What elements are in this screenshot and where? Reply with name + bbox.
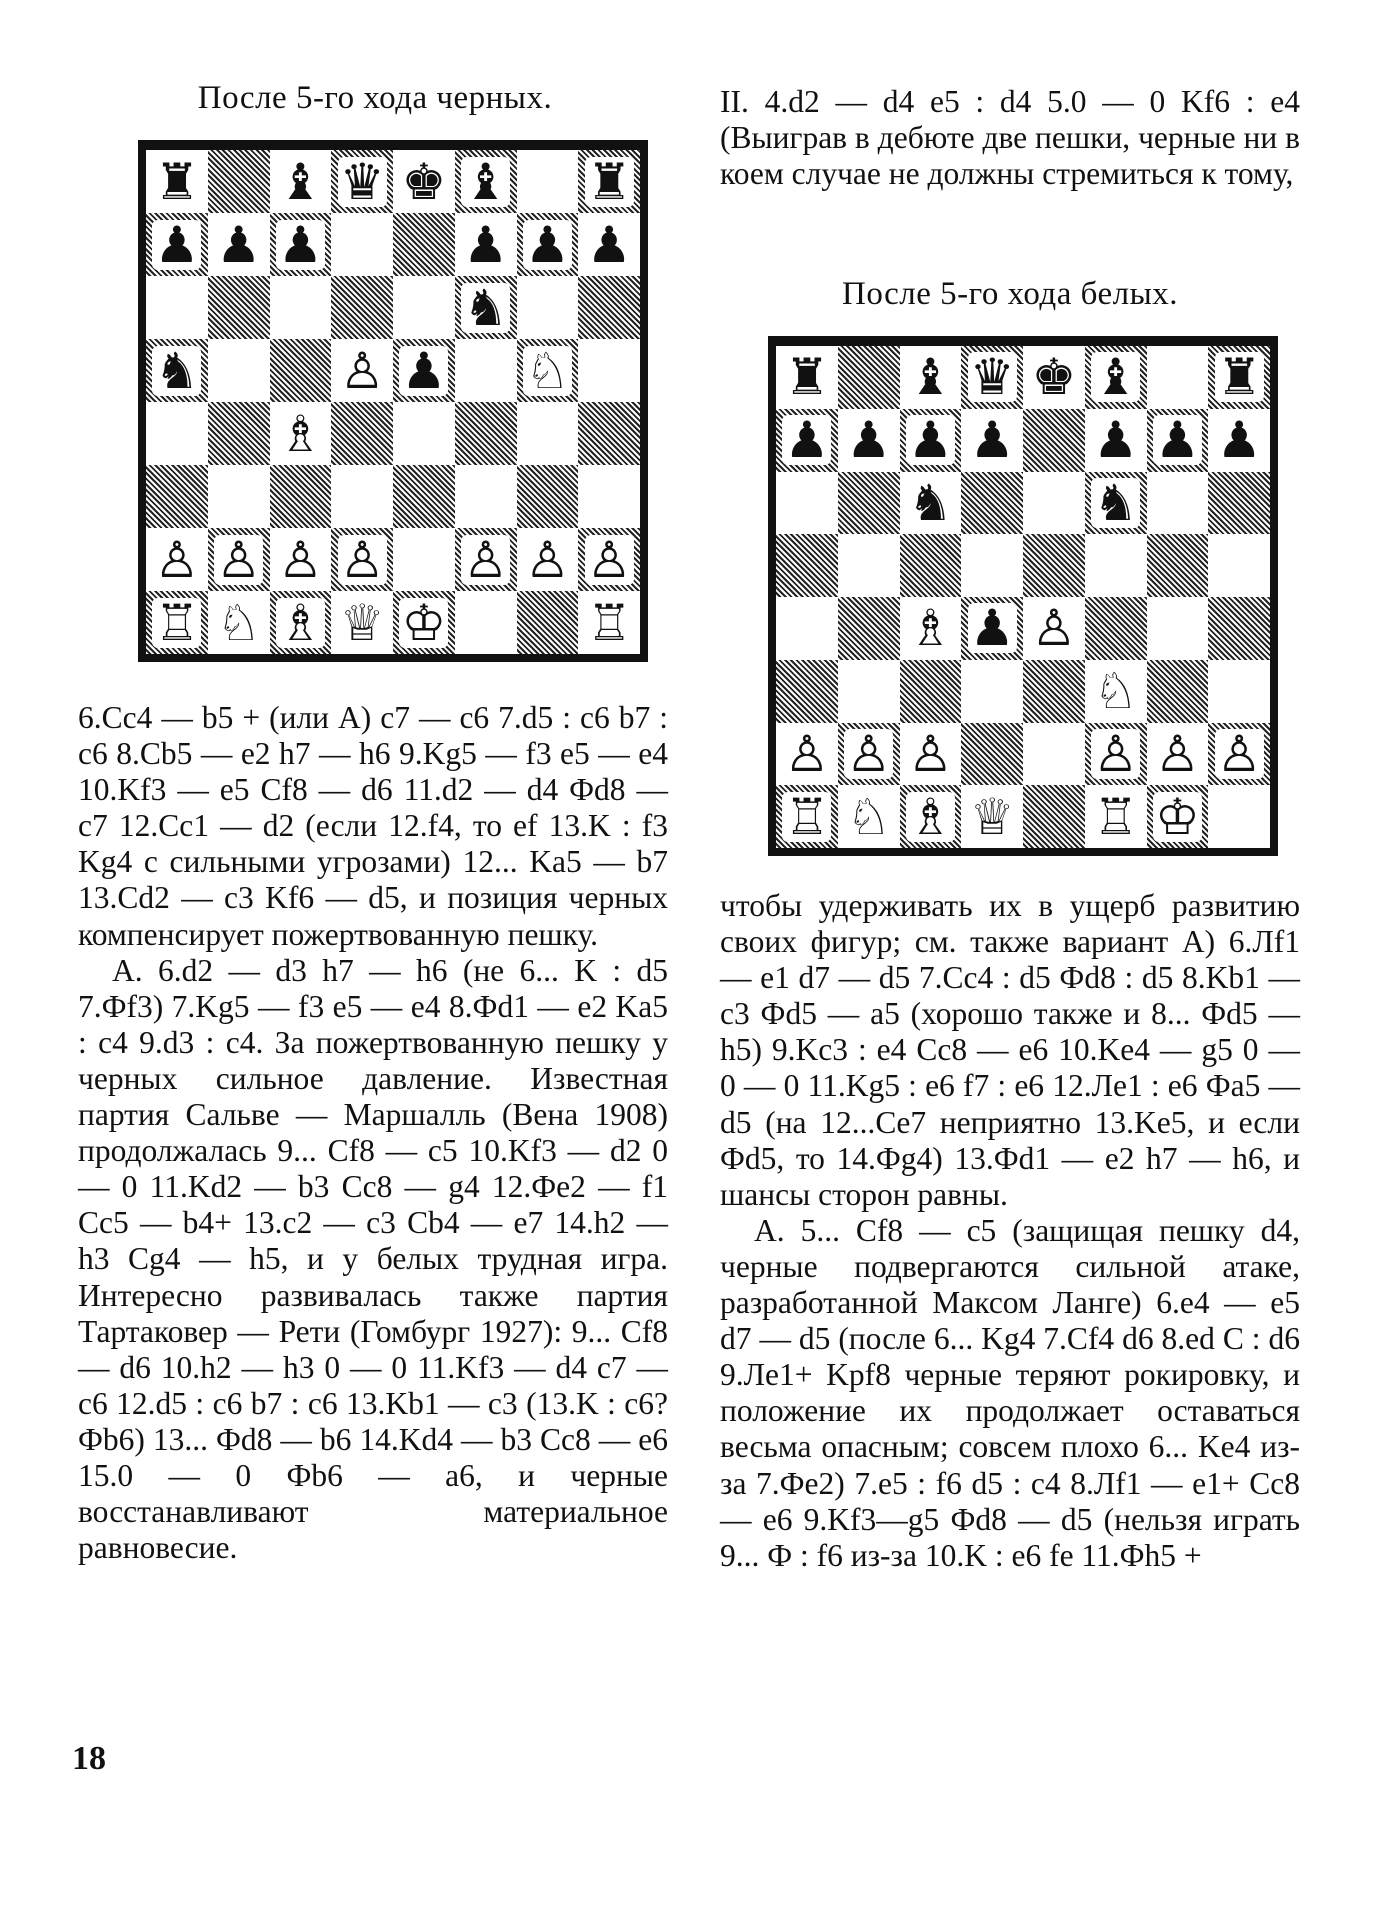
left-board-square-a7 <box>146 213 208 276</box>
right-board-square-a4 <box>776 597 838 660</box>
black-knight-icon: ♞ <box>463 278 509 337</box>
right-board-square-f4 <box>1085 597 1147 660</box>
black-pawn-icon: ♟ <box>463 215 509 274</box>
white-pawn-icon: ♙ <box>1216 724 1262 783</box>
black-bishop-icon: ♝ <box>277 152 323 211</box>
white-pawn-icon: ♙ <box>586 530 632 589</box>
right-board-square-c2 <box>900 723 962 786</box>
right-board-square-h4 <box>1208 597 1270 660</box>
right-board-square-g1 <box>1147 785 1209 848</box>
white-rook-icon: ♖ <box>154 593 200 652</box>
left-board-square-h3 <box>578 465 640 528</box>
left-board-square-g1 <box>517 591 579 654</box>
left-board-square-g2 <box>517 528 579 591</box>
left-board-square-d8 <box>331 150 393 213</box>
black-pawn-icon: ♟ <box>401 341 447 400</box>
black-bishop-icon: ♝ <box>907 348 953 407</box>
right-board-square-f8 <box>1085 346 1147 409</box>
right-board-square-c7 <box>900 409 962 472</box>
right-text-column <box>720 888 1300 1574</box>
left-board-square-h8 <box>578 150 640 213</box>
right-board-square-f6 <box>1085 472 1147 535</box>
right-board-square-e6 <box>1023 472 1085 535</box>
right-board-square-h6 <box>1208 472 1270 535</box>
right-board-square-a1 <box>776 785 838 848</box>
right-board-square-c8 <box>900 346 962 409</box>
left-board-square-e3 <box>393 465 455 528</box>
right-board-square-g3 <box>1147 660 1209 723</box>
left-board-square-f4 <box>455 402 517 465</box>
right-board-square-b4 <box>838 597 900 660</box>
white-bishop-icon: ♗ <box>277 404 323 463</box>
right-board-square-a7 <box>776 409 838 472</box>
left-board-square-d2 <box>331 528 393 591</box>
black-rook-icon: ♜ <box>154 152 200 211</box>
right-chess-board <box>768 336 1278 856</box>
right-board-square-e5 <box>1023 534 1085 597</box>
right-board-square-a8 <box>776 346 838 409</box>
right-board-square-d5 <box>961 534 1023 597</box>
left-board-square-b7 <box>208 213 270 276</box>
black-queen-icon: ♛ <box>969 348 1015 407</box>
left-board-square-b1 <box>208 591 270 654</box>
right-board-square-b1 <box>838 785 900 848</box>
left-board-square-h7 <box>578 213 640 276</box>
left-board-square-d7 <box>331 213 393 276</box>
left-board-square-f5 <box>455 339 517 402</box>
black-bishop-icon: ♝ <box>1093 348 1139 407</box>
right-board-square-b7 <box>838 409 900 472</box>
right-board-square-h3 <box>1208 660 1270 723</box>
left-board-square-f6 <box>455 276 517 339</box>
left-board-square-g6 <box>517 276 579 339</box>
right-board-square-d6 <box>961 472 1023 535</box>
left-board-square-e2 <box>393 528 455 591</box>
white-pawn-icon: ♙ <box>784 724 830 783</box>
right-board-square-b6 <box>838 472 900 535</box>
right-board-square-b2 <box>838 723 900 786</box>
left-paragraph-1: 6.Cc4 — b5 + (или A) c7 — c6 7.d5 : c6 b7 : c6 8.Cb5 — e2 h7 — h6 9.Kg5 — f3 e5 — e4 10.Kf3 — e5 Cf8 — d6 11.d2 — d4 Фd8 — c7 12.Cc1 — d2 (если 12.f4, то ef 13.K : f3 Kg4 с сильными угрозами) 12... Ka5 — b7 13.Cd2 — c3 Kf6 — d5, и позиция черных компенсирует пожертвованную пешку. <box>78 700 668 952</box>
right-board-square-e1 <box>1023 785 1085 848</box>
right-board-square-d1 <box>961 785 1023 848</box>
left-board-square-f2 <box>455 528 517 591</box>
left-board-square-a6 <box>146 276 208 339</box>
white-knight-icon: ♘ <box>846 787 892 846</box>
black-pawn-icon: ♟ <box>1216 411 1262 470</box>
left-board-square-b4 <box>208 402 270 465</box>
right-board-square-e8 <box>1023 346 1085 409</box>
white-pawn-icon: ♙ <box>154 530 200 589</box>
left-board-square-f8 <box>455 150 517 213</box>
white-pawn-icon: ♙ <box>907 724 953 783</box>
right-board-square-c1 <box>900 785 962 848</box>
left-board-square-f1 <box>455 591 517 654</box>
white-queen-icon: ♕ <box>339 593 385 652</box>
left-board-square-c2 <box>270 528 332 591</box>
right-board-square-f5 <box>1085 534 1147 597</box>
right-board-square-g2 <box>1147 723 1209 786</box>
left-board-square-f3 <box>455 465 517 528</box>
black-king-icon: ♚ <box>401 152 447 211</box>
black-king-icon: ♚ <box>1031 348 1077 407</box>
left-board-square-b3 <box>208 465 270 528</box>
right-board-square-d4 <box>961 597 1023 660</box>
white-bishop-icon: ♗ <box>907 599 953 658</box>
black-pawn-icon: ♟ <box>524 215 570 274</box>
left-board-square-a2 <box>146 528 208 591</box>
right-board-square-g7 <box>1147 409 1209 472</box>
right-board-square-h1 <box>1208 785 1270 848</box>
right-board-square-f1 <box>1085 785 1147 848</box>
right-board-square-c3 <box>900 660 962 723</box>
white-pawn-icon: ♙ <box>339 341 385 400</box>
right-paragraph-2: A. 5... Cf8 — c5 (защищая пешку d4, черные подвергаются сильной атаке, разработанной Максом Ланге) 6.e4 — e5 d7 — d5 (после 6... Kg4 7.Cf4 d6 8.ed C : d6 9.Лe1+ Kpf8 черные теряют рокировку, и положение их продолжает оставаться весьма опасным; совсем плохо 6... Ke4 из-за 7.Фe2) 7.e5 : f6 d5 : c4 8.Лf1 — e1+ Cc8 — e6 9.Kf3—g5 Фd8 — d5 (нельзя играть 9... Ф : f6 из-за 10.K : e6 fe 11.Фh5 + <box>720 1212 1300 1573</box>
left-board-square-e7 <box>393 213 455 276</box>
black-pawn-icon: ♟ <box>277 215 323 274</box>
white-pawn-icon: ♙ <box>463 530 509 589</box>
left-board-square-g8 <box>517 150 579 213</box>
left-board-square-b2 <box>208 528 270 591</box>
right-board-square-b5 <box>838 534 900 597</box>
white-pawn-icon: ♙ <box>524 530 570 589</box>
left-board-square-a4 <box>146 402 208 465</box>
right-board-square-a2 <box>776 723 838 786</box>
left-board-square-a5 <box>146 339 208 402</box>
right-board-square-b8 <box>838 346 900 409</box>
right-board-square-h8 <box>1208 346 1270 409</box>
left-board-square-b5 <box>208 339 270 402</box>
right-intro-text <box>720 84 1300 192</box>
black-pawn-icon: ♟ <box>216 215 262 274</box>
right-board-square-c6 <box>900 472 962 535</box>
left-board-square-h2 <box>578 528 640 591</box>
white-pawn-icon: ♙ <box>216 530 262 589</box>
right-board-square-e4 <box>1023 597 1085 660</box>
black-rook-icon: ♜ <box>1216 348 1262 407</box>
left-board-square-g5 <box>517 339 579 402</box>
white-bishop-icon: ♗ <box>907 787 953 846</box>
left-board-square-b6 <box>208 276 270 339</box>
right-intro-paragraph: II. 4.d2 — d4 e5 : d4 5.0 — 0 Kf6 : e4 (Выиграв в дебюте две пешки, черные ни в коем случае не должны стремиться к тому, <box>720 84 1300 192</box>
black-pawn-icon: ♟ <box>784 411 830 470</box>
left-board-square-a1 <box>146 591 208 654</box>
right-board-square-c4 <box>900 597 962 660</box>
page-number: 18 <box>72 1740 106 1777</box>
left-board-square-e6 <box>393 276 455 339</box>
white-pawn-icon: ♙ <box>339 530 385 589</box>
right-paragraph-1: чтобы удерживать их в ущерб развитию своих фигур; см. также вариант A) 6.Лf1 — e1 d7 — d5 7.Cc4 : d5 Фd8 : d5 8.Kb1 — c3 Фd5 — a5 (хорошо также и 8... Фd5 — h5) 9.Kc3 : e4 Cc8 — e6 10.Ke4 — g5 0 — 0 — 0 11.Kg5 : e6 f7 : e6 12.Лe1 : e6 Фa5 — d5 (на 12...Ce7 неприятно 13.Ke5, и если Фd5, то 14.Фg4) 13.Фd1 — e2 h7 — h6, и шансы сторон равны. <box>720 888 1300 1212</box>
black-pawn-icon: ♟ <box>1154 411 1200 470</box>
black-knight-icon: ♞ <box>1093 473 1139 532</box>
black-pawn-icon: ♟ <box>969 411 1015 470</box>
left-board-square-c7 <box>270 213 332 276</box>
left-board-square-e8 <box>393 150 455 213</box>
left-board-square-d3 <box>331 465 393 528</box>
right-board-square-d8 <box>961 346 1023 409</box>
right-board-square-h5 <box>1208 534 1270 597</box>
right-board-square-g5 <box>1147 534 1209 597</box>
left-board-square-c5 <box>270 339 332 402</box>
right-board-square-d3 <box>961 660 1023 723</box>
right-board-square-e3 <box>1023 660 1085 723</box>
right-board-square-d2 <box>961 723 1023 786</box>
black-rook-icon: ♜ <box>784 348 830 407</box>
white-knight-icon: ♘ <box>524 341 570 400</box>
white-pawn-icon: ♙ <box>846 724 892 783</box>
black-pawn-icon: ♟ <box>907 411 953 470</box>
right-board-square-e2 <box>1023 723 1085 786</box>
black-queen-icon: ♛ <box>339 152 385 211</box>
left-board-square-d1 <box>331 591 393 654</box>
left-chess-board <box>138 140 648 662</box>
left-board-square-h5 <box>578 339 640 402</box>
left-board-square-g4 <box>517 402 579 465</box>
white-pawn-icon: ♙ <box>277 530 323 589</box>
left-board-square-c1 <box>270 591 332 654</box>
white-king-icon: ♔ <box>1154 787 1200 846</box>
left-board-square-h1 <box>578 591 640 654</box>
right-board-square-h7 <box>1208 409 1270 472</box>
left-board-square-h4 <box>578 402 640 465</box>
white-rook-icon: ♖ <box>586 593 632 652</box>
right-board-square-b3 <box>838 660 900 723</box>
right-board-square-h2 <box>1208 723 1270 786</box>
left-board-square-d5 <box>331 339 393 402</box>
right-board-square-a3 <box>776 660 838 723</box>
left-board-square-a3 <box>146 465 208 528</box>
left-board-square-d4 <box>331 402 393 465</box>
left-board-square-e4 <box>393 402 455 465</box>
left-diagram-caption: После 5-го хода черных. <box>197 80 553 116</box>
right-board-square-a5 <box>776 534 838 597</box>
black-rook-icon: ♜ <box>586 152 632 211</box>
left-board-square-e5 <box>393 339 455 402</box>
left-board-square-g3 <box>517 465 579 528</box>
black-pawn-icon: ♟ <box>154 215 200 274</box>
white-knight-icon: ♘ <box>1093 662 1139 721</box>
left-board-square-c8 <box>270 150 332 213</box>
right-board-square-f2 <box>1085 723 1147 786</box>
right-board-square-g4 <box>1147 597 1209 660</box>
left-board-square-a8 <box>146 150 208 213</box>
left-board-square-e1 <box>393 591 455 654</box>
white-knight-icon: ♘ <box>216 593 262 652</box>
right-board-square-c5 <box>900 534 962 597</box>
left-board-square-c4 <box>270 402 332 465</box>
right-board-square-f3 <box>1085 660 1147 723</box>
white-bishop-icon: ♗ <box>277 593 323 652</box>
left-paragraph-2: A. 6.d2 — d3 h7 — h6 (не 6... K : d5 7.Фf3) 7.Kg5 — f3 e5 — e4 8.Фd1 — e2 Ka5 : c4 9.d3 : c4. За пожертвованную пешку у черных сильное давление. Известная партия Сальве — Маршалль (Вена 1908) продолжалась 9... Cf8 — c5 10.Kf3 — d2 0 — 0 11.Kd2 — b3 Cc8 — g4 12.Фe2 — f1 Cc5 — b4+ 13.c2 — c3 Cb4 — e7 14.h2 — h3 Cg4 — h5, и у белых трудная игра. Интересно развивалась также партия Тартаковер — Рети (Гомбург 1927): 9... Cf8 — d6 10.h2 — h3 0 — 0 11.Kf3 — d4 c7 — c6 12.d5 : c6 b7 : c6 13.Kb1 — c3 (13.K : c6? Фb6) 13... Фd8 — b6 14.Kd4 — b3 Cc8 — e6 15.0 — 0 Фb6 — a6, и черные восстанавливают материальное равновесие. <box>78 952 668 1566</box>
right-board-square-a6 <box>776 472 838 535</box>
left-board-square-g7 <box>517 213 579 276</box>
white-rook-icon: ♖ <box>784 787 830 846</box>
right-board-square-g6 <box>1147 472 1209 535</box>
black-pawn-icon: ♟ <box>846 411 892 470</box>
white-pawn-icon: ♙ <box>1154 724 1200 783</box>
right-board-square-d7 <box>961 409 1023 472</box>
left-board-square-c6 <box>270 276 332 339</box>
white-king-icon: ♔ <box>401 593 447 652</box>
right-board-square-f7 <box>1085 409 1147 472</box>
white-pawn-icon: ♙ <box>1031 599 1077 658</box>
black-bishop-icon: ♝ <box>463 152 509 211</box>
right-board-square-e7 <box>1023 409 1085 472</box>
left-board-square-c3 <box>270 465 332 528</box>
left-board-square-b8 <box>208 150 270 213</box>
black-pawn-icon: ♟ <box>586 215 632 274</box>
right-board-square-g8 <box>1147 346 1209 409</box>
white-pawn-icon: ♙ <box>1093 724 1139 783</box>
white-queen-icon: ♕ <box>969 787 1015 846</box>
black-knight-icon: ♞ <box>154 341 200 400</box>
left-board-square-h6 <box>578 276 640 339</box>
left-board-square-d6 <box>331 276 393 339</box>
left-text-column <box>78 700 668 1566</box>
left-board-square-f7 <box>455 213 517 276</box>
right-diagram-caption: После 5-го хода белых. <box>842 276 1178 312</box>
black-knight-icon: ♞ <box>907 473 953 532</box>
black-pawn-icon: ♟ <box>1093 411 1139 470</box>
white-rook-icon: ♖ <box>1093 787 1139 846</box>
black-pawn-icon: ♟ <box>969 599 1015 658</box>
